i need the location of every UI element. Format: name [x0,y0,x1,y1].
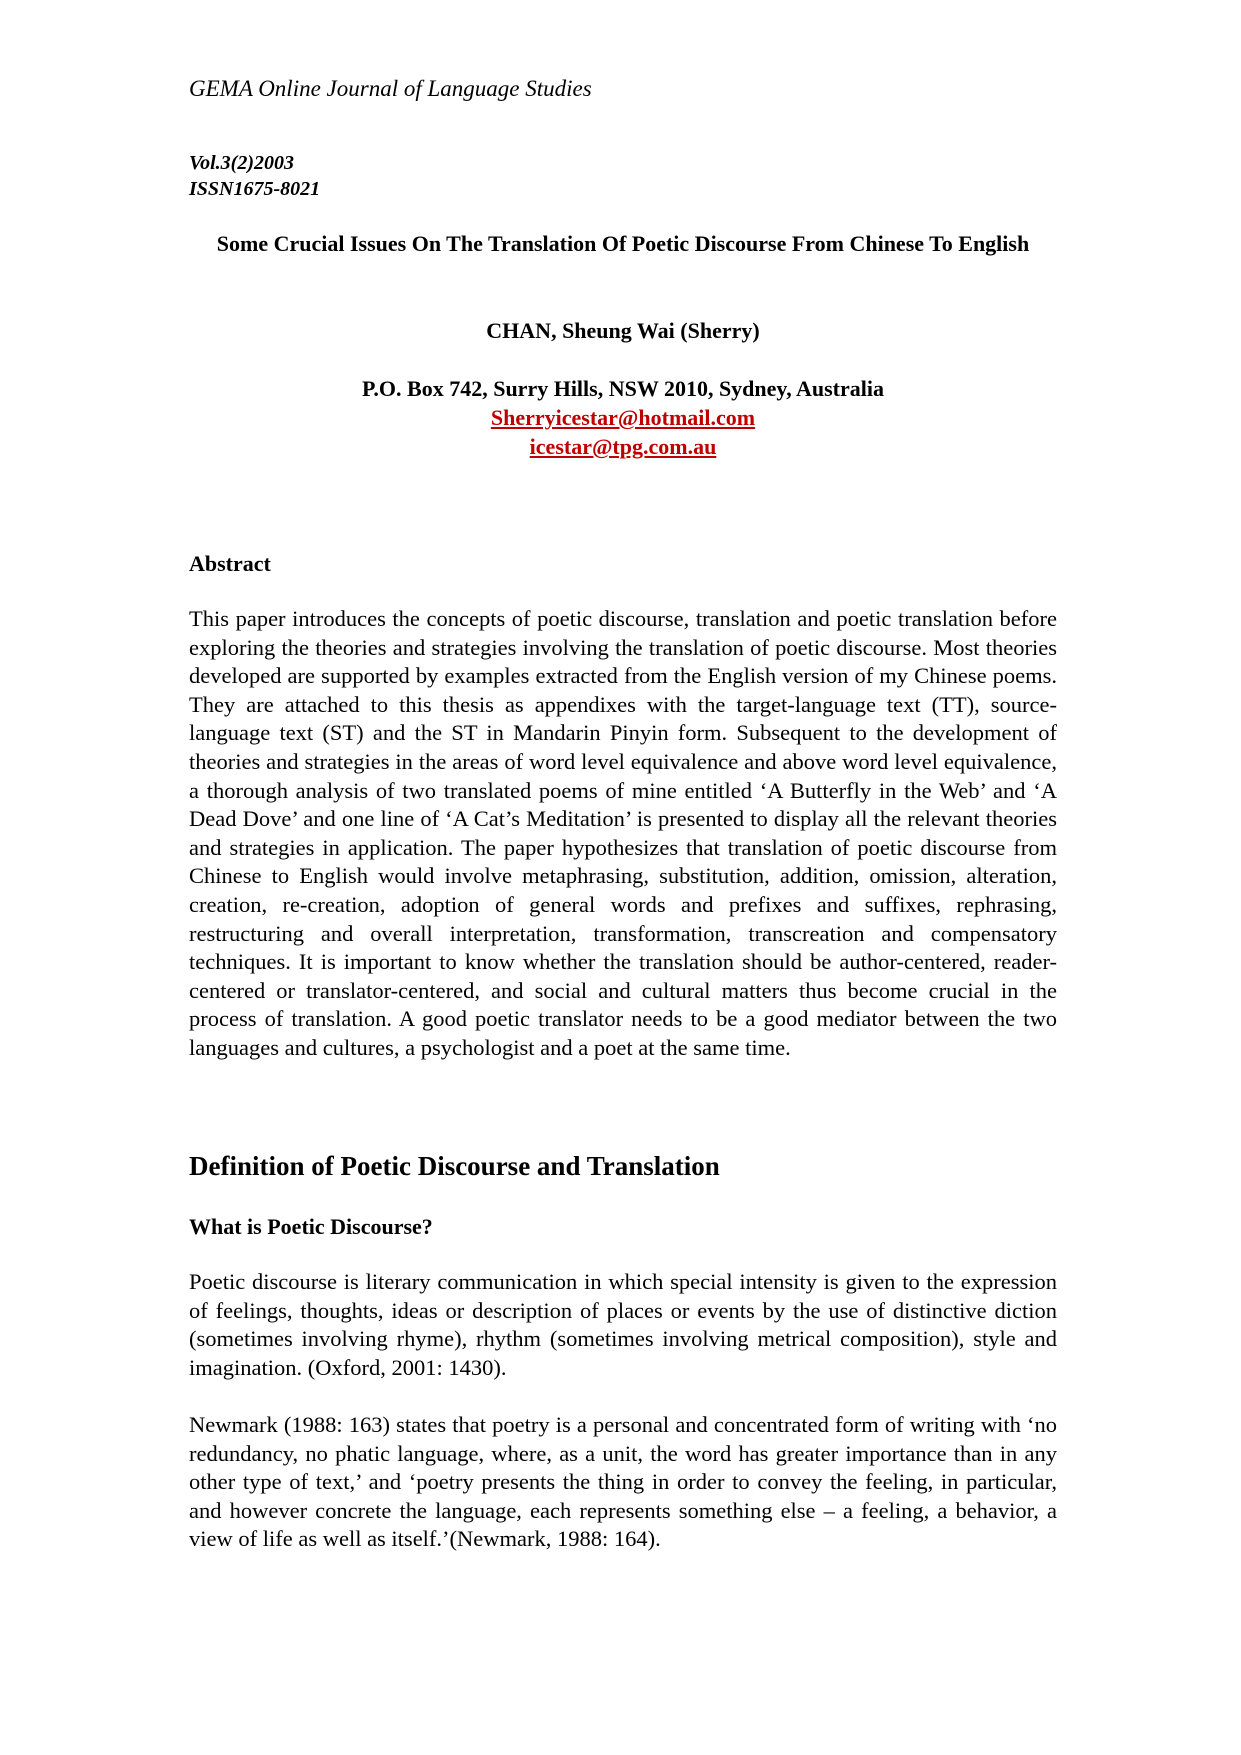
email-link-secondary[interactable]: icestar@tpg.com.au [529,434,717,459]
paper-author: CHAN, Sheung Wai (Sherry) [486,318,760,343]
author-contact [189,374,1057,461]
body-paragraph-definition: Poetic discourse is literary communication in which special intensity is given to the expression of feelings, thoughts, ideas or description of places or events by the use of distinctive diction (sometimes involving rhyme), rhythm (sometimes involving metrical composition), style and imagination. (Oxford, 2001: 1430). [189,1269,1057,1380]
volume-info [189,150,1057,202]
paper-title: Some Crucial Issues On The Translation Of Poetic Discourse From Chinese To English [216,231,1030,256]
section-heading: Definition of Poetic Discourse and Translation [189,1151,720,1181]
abstract-text: This paper introduces the concepts of poetic discourse, translation and poetic translation before exploring the theories and strategies involving the translation of poetic discourse. Most theories developed are supported by examples extracted from the English version of my Chinese poems. They are attached to this thesis as appendixes with the target-language text (TT), source-language text (ST) and the ST in Mandarin Pinyin form. Subsequent to the development of theories and strategies in the areas of word level equivalence and above word level equivalence, a thorough analysis of two translated poems of mine entitled ‘A Butterfly in the Web’ and ‘A Dead Dove’ and one line of ‘A Cat’s Meditation’ is presented to display all the relevant theories and strategies in application. The paper hypothesizes that translation of poetic discourse from Chinese to English would involve metaphrasing, substitution, addition, omission, alteration, creation, re-creation, adoption of general words and prefixes and suffixes, rephrasing, restructuring and overall interpretation, transformation, transcreation and compensatory techniques. It is important to know whether the translation should be author-centered, reader-centered or translator-centered, and social and cultural matters thus become crucial in the process of translation. A good poetic translator needs to be a good mediator between the two languages and cultures, a psychologist and a poet at the same time. [189,606,1057,1060]
volume-number: Vol.3(2)2003 [189,152,294,174]
email-link-primary[interactable]: Sherryicestar@hotmail.com [490,405,756,430]
postal-address: P.O. Box 742, Surry Hills, NSW 2010, Sydney, Australia [362,376,884,401]
subsection-heading: What is Poetic Discourse? [189,1214,433,1239]
body-paragraph-newmark: Newmark (1988: 163) states that poetry is a personal and concentrated form of writing with ‘no redundancy, no phatic language, where, as a unit, the word has greater importance than in any other type of text,’ and ‘poetry presents the thing in order to convey the feeling, in particular, and however concrete the language, each represents something else – a feeling, a behavior, a view of life as well as itself.’(Newmark, 1988: 164). [189,1412,1057,1552]
journal-name: GEMA Online Journal of Language Studies [189,76,592,101]
abstract-heading: Abstract [189,551,271,576]
issn: ISSN1675-8021 [189,178,321,200]
